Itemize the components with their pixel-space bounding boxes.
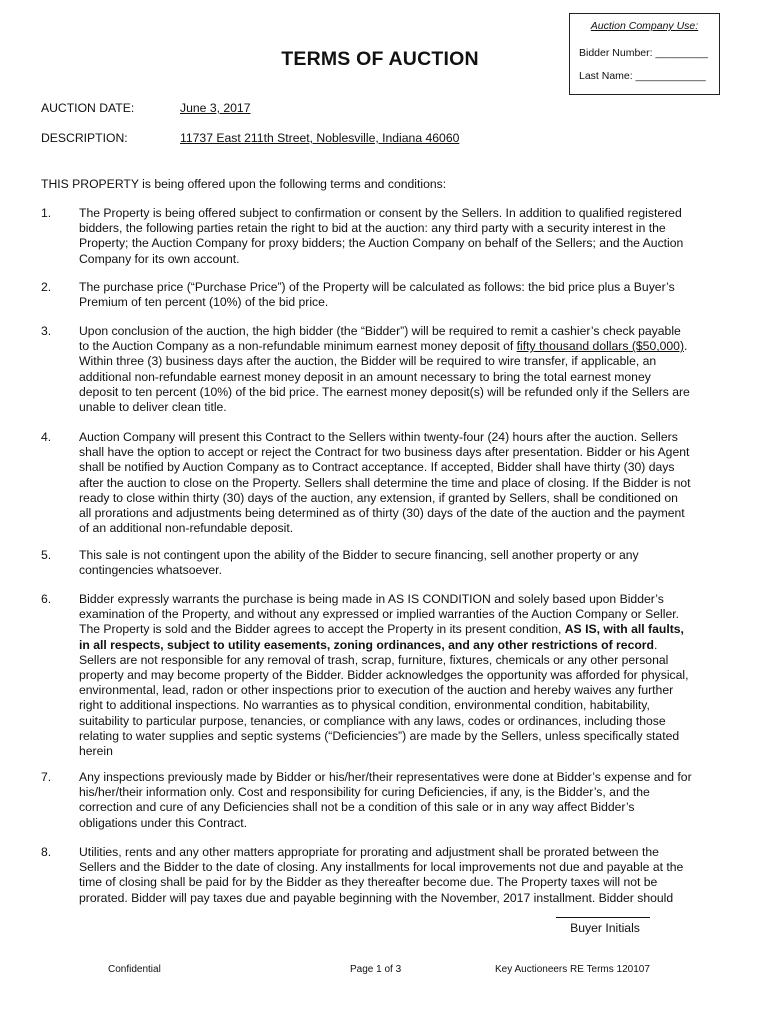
clause-line: property and may become property of the Bidder. Bidder acknowledges the opportunity was afforded for physical, (79, 668, 689, 683)
clause-line: Auction Company will present this Contract to the Sellers within twenty-four (24) hours after the auction. Sellers (79, 430, 678, 444)
clause-line (79, 622, 719, 637)
clause-text: to the Auction Company as a non-refundable minimum earnest money deposit of (79, 339, 517, 354)
deposit-amount: fifty thousand dollars ($50,000) (516, 339, 684, 354)
document-title: TERMS OF AUCTION (281, 48, 479, 70)
use-box-title: Auction Company Use: (590, 20, 699, 32)
clause-line: Property; the Auction Company for proxy bidders; the Auction Company on behalf of the Sellers; and the Auction (79, 236, 684, 251)
clause-2 (41, 280, 721, 310)
clause-line: correction and cure of any Deficiencies shall not be a condition of this sale or in any way affect Bidder’s (79, 800, 635, 815)
clause-line: contingencies whatsoever. (79, 563, 222, 578)
clause-8 (41, 845, 721, 906)
clause-1 (41, 206, 721, 267)
bidder-number-field: Bidder Number: _________ (579, 47, 709, 59)
clause-line: all prorations and adjustments being determined as of thirty (30) days of the date of the auction and the payment (79, 506, 685, 521)
clause-line: after the auction to close on the Property. Sellers shall determine the time and place of closing. If the Bidder is not (79, 475, 691, 490)
clause-line: of an additional non-refundable deposit. (79, 521, 294, 536)
clause-line: ready to close within thirty (30) days of the auction, any extension, if granted by Sellers, shall be conditioned on (79, 490, 678, 505)
clause-line: bidders, the following parties retain the right to bid at the auction: any third party with a security interest in the (79, 221, 666, 236)
buyer-initials-label: Buyer Initials (570, 921, 640, 935)
clause-3 (41, 324, 721, 415)
clause-line: Any inspections previously made by Bidder or his/her/their representatives were done at Bidder’s expense and for (79, 770, 692, 784)
clause-number: 3. (41, 324, 52, 338)
clause-line: deposit to ten percent (10%) of the bid price. The earnest money deposit(s) will be refunded only if the Sellers are (79, 384, 690, 399)
clause-line: prorated. Bidder will pay taxes due and payable beginning with the November, 2017 installment. Bidder should (79, 890, 674, 905)
clause-5 (41, 548, 721, 578)
clause-line: The purchase price (“Purchase Price”) of the Property will be calculated as follows: the bid price plus a Buyer’s (79, 280, 675, 294)
clause-line (79, 638, 719, 653)
clause-text: . (684, 339, 688, 354)
clause-line: suitability to particular purpose, tenancies, or compliance with any laws, codes or ordinances, including those (79, 713, 666, 728)
clause-line: shall have the option to accept or reject the Contract for two business days after presentation. Bidder or his Agent (79, 445, 690, 460)
clause-line: Utilities, rents and any other matters appropriate for prorating and adjustment shall be prorated between the (79, 845, 659, 859)
clause-line: additional non-refundable earnest money deposit in an amount necessary to bring the total earnest money (79, 369, 651, 384)
restrictions-emphasis: in all respects, subject to utility easements, zoning ordinances, and any other restrictions of record (79, 637, 654, 652)
clause-line: Sellers and the Bidder to the date of closing. Any installments for local improvements not due and payable at the (79, 860, 684, 875)
clause-line: Premium of ten percent (10%) of the bid price. (79, 295, 329, 310)
clause-line: unable to deliver clean title. (79, 400, 227, 415)
clause-line: Sellers are not responsible for any removal of trash, scrap, furniture, fixtures, chemicals or any other personal (79, 652, 669, 667)
clause-number: 6. (41, 592, 52, 606)
description-value: 11737 East 211th Street, Noblesville, Indiana 46060 (180, 131, 460, 145)
last-name-field: Last Name: ____________ (579, 70, 706, 82)
clause-number: 4. (41, 430, 52, 444)
clause-number: 5. (41, 548, 52, 562)
clause-line (79, 339, 719, 354)
clause-line: This sale is not contingent upon the ability of the Bidder to secure financing, sell another property or any (79, 548, 639, 562)
intro-text: THIS PROPERTY is being offered upon the following terms and conditions: (41, 177, 447, 191)
clause-line: his/her/their information only. Cost and responsibility for curing Deficiencies, if any, is the Bidder’s, and the (79, 785, 650, 800)
description-label: DESCRIPTION: (41, 131, 128, 145)
auction-company-use-box (569, 13, 720, 95)
clause-7 (41, 770, 721, 831)
clause-text: The Property is sold and the Bidder agrees to accept the Property in its present condition, (79, 622, 565, 637)
buyer-initials-line[interactable] (556, 917, 650, 918)
clause-line: time of closing shall be paid for by the Bidder as they thereafter become due. The Property taxes will not be (79, 875, 658, 890)
clause-number: 1. (41, 206, 52, 220)
footer-page-number: Page 1 of 3 (350, 964, 402, 975)
auction-date-label: AUCTION DATE: (41, 101, 135, 115)
footer-document-id: Key Auctioneers RE Terms 120107 (495, 964, 650, 975)
clause-line: Bidder expressly warrants the purchase is being made in AS IS CONDITION and solely based upon Bidder’s (79, 592, 664, 606)
clause-line: shall be notified by Auction Company as to Contract acceptance. If accepted, Bidder shall have thirty (30) days (79, 460, 675, 475)
as-is-emphasis: AS IS, with all faults, (564, 622, 684, 637)
footer-confidential: Confidential (108, 964, 161, 975)
clause-text: . (654, 637, 658, 652)
clause-line: Within three (3) business days after the auction, the Bidder will be required to wire transfer, if applicable, an (79, 354, 657, 369)
clause-line: obligations under this Contract. (79, 815, 248, 830)
clause-number: 2. (41, 280, 52, 294)
clause-line: The Property is being offered subject to confirmation or consent by the Sellers. In addition to qualified registered (79, 206, 682, 220)
clause-line: relating to water supplies and septic systems (“Deficiencies”) are made by the Sellers, unless specifically stated (79, 728, 680, 743)
auction-date-value: June 3, 2017 (180, 101, 251, 115)
clause-4 (41, 430, 721, 536)
clause-line: Company for its own account. (79, 251, 240, 266)
clause-line: herein (79, 744, 113, 759)
clause-6 (41, 592, 721, 759)
clause-line: Upon conclusion of the auction, the high bidder (the “Bidder”) will be required to remit a cashier’s check payable (79, 324, 681, 338)
clause-number: 7. (41, 770, 52, 784)
clause-line: examination of the Property, and without any expressed or implied warranties of the Auction Company or Seller. (79, 607, 679, 622)
clause-line: right to additional inspections. No warranties as to physical condition, environmental condition, habitability, (79, 698, 650, 713)
clause-number: 8. (41, 845, 52, 859)
clause-line: environmental, lead, radon or other inspections prior to execution of the auction and hereby waives any further (79, 683, 674, 698)
